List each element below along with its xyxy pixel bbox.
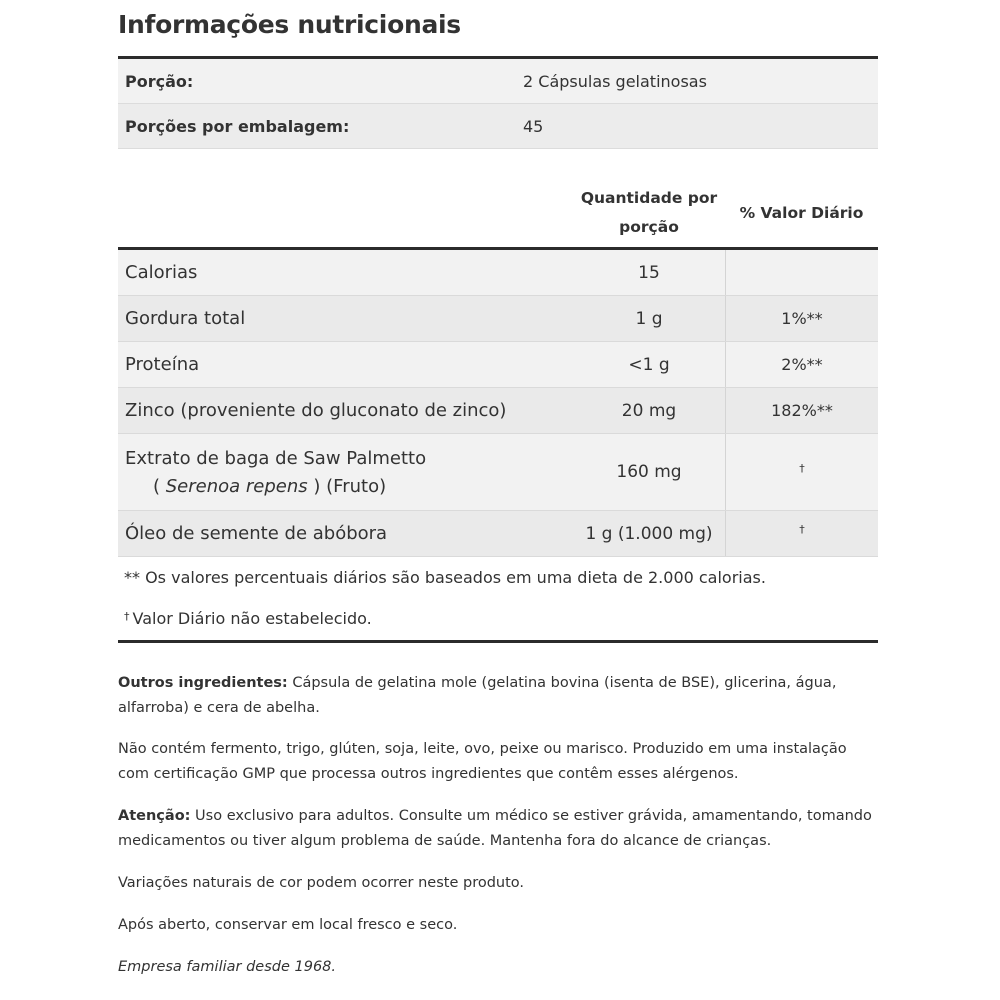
table-row xyxy=(118,342,878,388)
serving-size-label: Porção: xyxy=(125,71,194,91)
warning xyxy=(118,804,878,853)
nutrient-name: Óleo de semente de abóbora xyxy=(125,523,388,544)
nutrient-name: Zinco (proveniente do gluconato de zinco) xyxy=(125,400,507,421)
nutrient-daily-value: 2%** xyxy=(725,342,878,387)
footnote-not-established xyxy=(124,609,372,628)
nutrient-daily-value: 1%** xyxy=(725,296,878,341)
servings-per-container-row xyxy=(118,104,878,149)
nutrient-name: Gordura total xyxy=(125,308,246,329)
nutrient-botanical-name xyxy=(125,476,573,497)
serving-table xyxy=(118,56,878,149)
header-amount-line2: porção xyxy=(619,218,679,236)
nutrient-daily-value xyxy=(725,250,878,295)
latin-name: Serenoa repens xyxy=(165,475,308,497)
nutrient-name: Proteína xyxy=(125,354,200,375)
storage-note: Após aberto, conservar em local fresco e seco. xyxy=(118,917,458,933)
nutrient-name: Calorias xyxy=(125,262,198,283)
nutrient-name: Extrato de baga de Saw Palmetto xyxy=(125,447,427,469)
other-ingredients-label: Outros ingredientes: xyxy=(118,675,288,691)
header-amount xyxy=(573,184,725,242)
footnote-daily-values: ** Os valores percentuais diários são baseados em uma dieta de 2.000 calorias. xyxy=(124,568,766,587)
serving-size-row xyxy=(118,59,878,104)
nutrient-amount: 160 mg xyxy=(616,462,682,482)
dagger-symbol: † xyxy=(799,461,805,475)
paren-close: ) (Fruto) xyxy=(307,475,387,497)
nutrients-table xyxy=(118,247,878,557)
footnotes xyxy=(118,556,878,643)
header-amount-line1: Quantidade por xyxy=(580,189,718,207)
table-row xyxy=(118,511,878,557)
color-variation-note: Variações naturais de cor podem ocorrer neste produto. xyxy=(118,875,525,891)
nutrient-daily-value-cell xyxy=(725,511,878,556)
table-row xyxy=(118,434,878,511)
nutrient-daily-value: 182%** xyxy=(725,388,878,433)
dagger-symbol: † xyxy=(124,610,130,623)
footnote-text: Valor Diário não estabelecido. xyxy=(132,609,372,628)
family-company-note: Empresa familiar desde 1968. xyxy=(118,959,337,975)
nutrients-header xyxy=(118,180,878,246)
servings-per-container-label: Porções por embalagem: xyxy=(125,116,350,136)
dagger-symbol: † xyxy=(799,523,805,536)
nutrient-name-cell xyxy=(118,434,573,510)
other-ingredients-text: Cápsula de gelatina mole (gelatina bovina (isenta de BSE), glicerina, água, alfarroba) e cera de abelha. xyxy=(118,675,837,716)
serving-size-value: 2 Cápsulas gelatinosas xyxy=(523,71,707,91)
nutrient-amount: 1 g (1.000 mg) xyxy=(585,523,713,544)
servings-per-container-value: 45 xyxy=(523,116,544,136)
paren-open: ( xyxy=(153,475,166,497)
nutrient-daily-value-cell xyxy=(725,434,878,510)
table-row xyxy=(118,388,878,434)
header-daily-value: % Valor Diário xyxy=(739,204,864,222)
allergen-statement: Não contém fermento, trigo, glúten, soja, leite, ovo, peixe ou marisco. Produzido em uma instalação com certificação GMP que processa outros ingredientes que contêm esses alérgenos. xyxy=(118,741,847,782)
nutrient-amount: 15 xyxy=(638,262,660,283)
table-row xyxy=(118,296,878,342)
warning-text: Uso exclusivo para adultos. Consulte um médico se estiver grávida, amamentando, tomando medicamentos ou tiver algum problema de saúde. Mantenha fora do alcance de crianças. xyxy=(118,808,872,849)
page-title: Informações nutricionais xyxy=(118,10,461,39)
other-ingredients xyxy=(118,671,878,720)
nutrient-amount: <1 g xyxy=(628,354,670,375)
table-row xyxy=(118,250,878,296)
nutrient-amount: 20 mg xyxy=(621,400,677,421)
nutrient-amount: 1 g xyxy=(635,308,663,329)
warning-label: Atenção: xyxy=(118,808,191,824)
